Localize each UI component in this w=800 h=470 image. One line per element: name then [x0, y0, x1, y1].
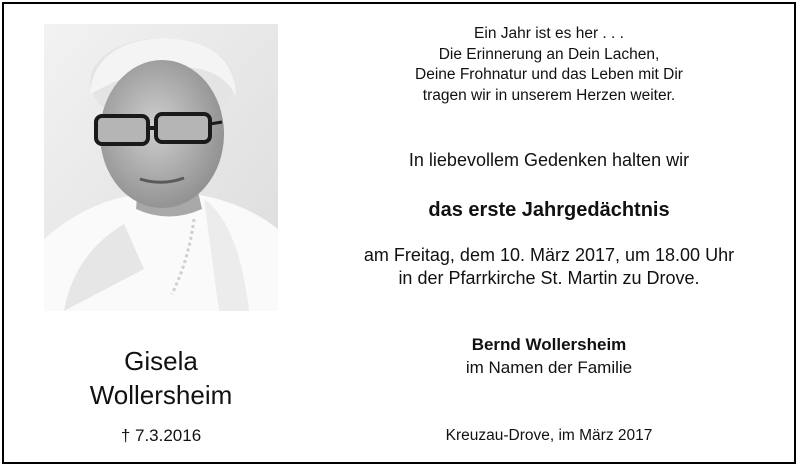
deceased-name: [44, 344, 278, 412]
poem: [304, 24, 794, 106]
deceased-last-name: Wollersheim: [89, 380, 233, 410]
memorial-heading: das erste Jahrgedächtnis: [428, 199, 670, 221]
death-date: † 7.3.2016: [120, 426, 202, 445]
signer-subtitle: im Namen der Familie: [465, 358, 633, 377]
obituary-card: [2, 2, 796, 464]
poem-line: Deine Frohnatur und das Leben mit Dir: [415, 66, 683, 83]
signer-name: Bernd Wollersheim: [471, 335, 627, 354]
intro-text: In liebevollem Gedenken halten wir: [408, 150, 690, 170]
place-date: Kreuzau-Drove, im März 2017: [445, 427, 653, 444]
poem-line: Die Erinnerung an Dein Lachen,: [438, 45, 660, 63]
deceased-first-name: Gisela: [124, 346, 198, 376]
service-details: [304, 244, 794, 290]
poem-line: Ein Jahr ist es her . . .: [474, 25, 624, 42]
service-location-line: in der Pfarrkirche St. Martin zu Drove.: [398, 268, 700, 288]
service-date-line: am Freitag, dem 10. März 2017, um 18.00 Uhr: [363, 245, 735, 265]
portrait-photo: [44, 24, 278, 311]
poem-line: tragen wir in unserem Herzen weiter.: [422, 86, 676, 104]
